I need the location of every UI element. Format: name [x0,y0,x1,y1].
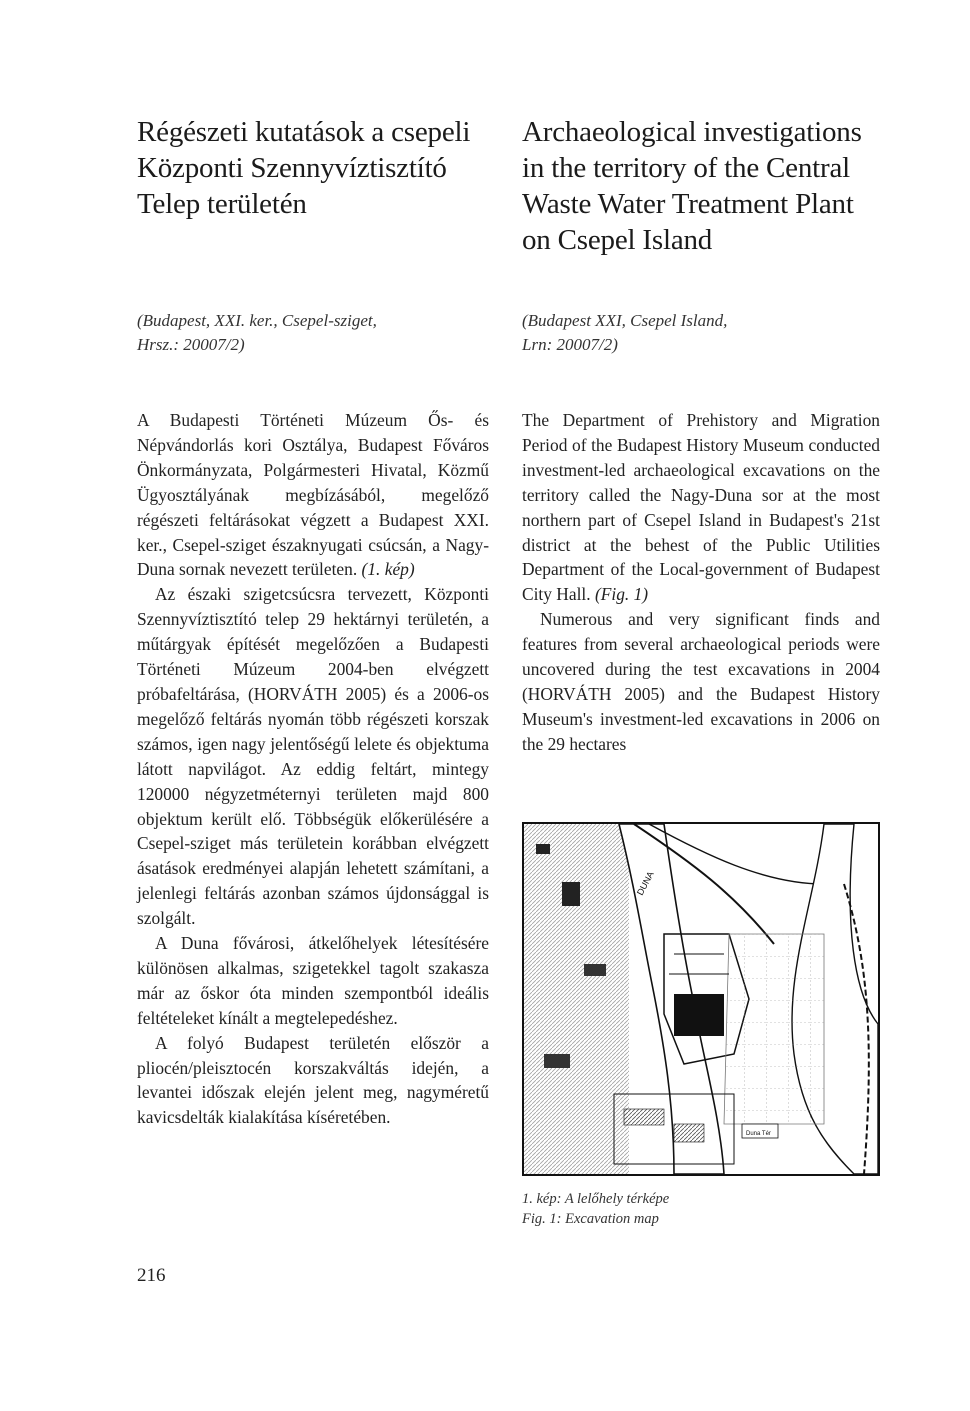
title-english [522,114,880,258]
body-hungarian [137,408,489,1130]
location-en-line-2: Lrn: 20007/2) [522,335,618,354]
excavation-map-drawing [524,824,878,1174]
map-building [562,882,580,906]
body-english [522,408,880,757]
paragraph-hu-2: Az északi szigetcsúcsra tervezett, Központi Szennyvíztisztító telep 29 hektárnyi területén, a műtárgyak építését megelőzően a Budapesti Történeti Múzeum 2004-ben elvégzett próbafeltárása, (HORVÁTH 2005) és a 2006-os megelőző feltárás nyomán több régészeti korszak számos, igen nagy jelentőségű lelete és objektuma látott napvilágot. Az eddig feltárt, mintegy 120000 négyzetméternyi területen majd 800 objektum került elő. Többségük előkerülésére a Csepel-sziget más területein korábban elvégzett ásatások eredményei alapján lehetett számítani, a jelenlegi feltárás azonban számos újdonsággal is szolgált. [137,584,489,929]
map-building [544,1054,570,1068]
paragraph-hu-1: A Budapesti Történeti Múzeum Ős- és Népvándorlás kori Osztálya, Budapest Főváros Önkormányzata, Polgármesteri Hivatal, Közmű Ügyosztályának megbízásából, megelőző régészeti feltárásokat végzett a Budapest XXI. ker., Csepel-sziget északnyugati csúcsán, a Nagy-Duna sornak nevezett területen. (1. kép) [137,410,489,580]
caption-hungarian: 1. kép: A lelőhely térképe [522,1191,670,1207]
figure-reference-en: (Fig. 1) [594,584,649,605]
title-en-line-3: Waste Water Treatment Plant [522,188,854,220]
title-hu-line-2: Központi Szennyvíztisztító [137,152,447,184]
map-excavation-area [674,994,724,1036]
title-hu-line-1: Régészeti kutatások a csepeli [137,116,471,148]
map-building [584,964,606,976]
map-building [536,844,550,854]
figure-reference-hu: (1. kép) [361,559,415,580]
caption-english: Fig. 1: Excavation map [522,1211,659,1227]
map-railway [649,824,824,884]
paragraph-hu-4: A folyó Budapest területén először a pliocén/pleisztocén korszakváltás idején, a levantei időszak elején jelent meg, nagyméretű kavicsdelták kialakítása kíséretében. [137,1032,489,1128]
location-hu-line-2: Hrsz.: 20007/2) [137,335,245,354]
location-english [522,309,880,357]
map-building [674,1124,704,1142]
map-urban-area [524,824,629,1174]
map-building [624,1109,664,1125]
page-number: 216 [137,1265,166,1286]
location-hu-line-1: (Budapest, XXI. ker., Csepel-sziget, [137,311,377,330]
title-hungarian [137,114,489,222]
title-en-line-2: in the territory of the Central [522,152,850,184]
excavation-map [522,822,880,1176]
paragraph-en-1: The Department of Prehistory and Migration Period of the Budapest History Museum conducted investment-led archaeological excavations on the territory called the Nagy-Duna sor at the most northern part of Csepel Island in Budapest's 21st district at the behest of the Public Utilities Department of the Local-government of Budapest City Hall. (Fig. 1) [522,410,880,605]
title-hu-line-3: Telep területén [137,188,307,220]
map-place-label: Duna Tér [746,1131,771,1137]
title-en-line-1: Archaeological investigations [522,116,862,148]
figure-caption [522,1189,882,1229]
location-hungarian [137,309,489,357]
map-river-label: DUNA [634,869,656,897]
location-en-line-1: (Budapest XXI, Csepel Island, [522,311,728,330]
paragraph-hu-3: A Duna fővárosi, átkelőhelyek létesítésére különösen alkalmas, szigetekkel tagolt szakasza már az őskor óta minden szempontból ideális feltételeket kínált a megtelepedéshez. [137,933,489,1028]
map-plot-grid [724,934,824,1124]
title-en-line-4: on Csepel Island [522,224,713,256]
paragraph-en-2: Numerous and very significant finds and features from several archaeological periods were uncovered during the test excavations in 2004 (HORVÁTH 2005) and the Budapest History Museum's investment-led excavations in 2006 on the 29 hectares [522,609,880,754]
